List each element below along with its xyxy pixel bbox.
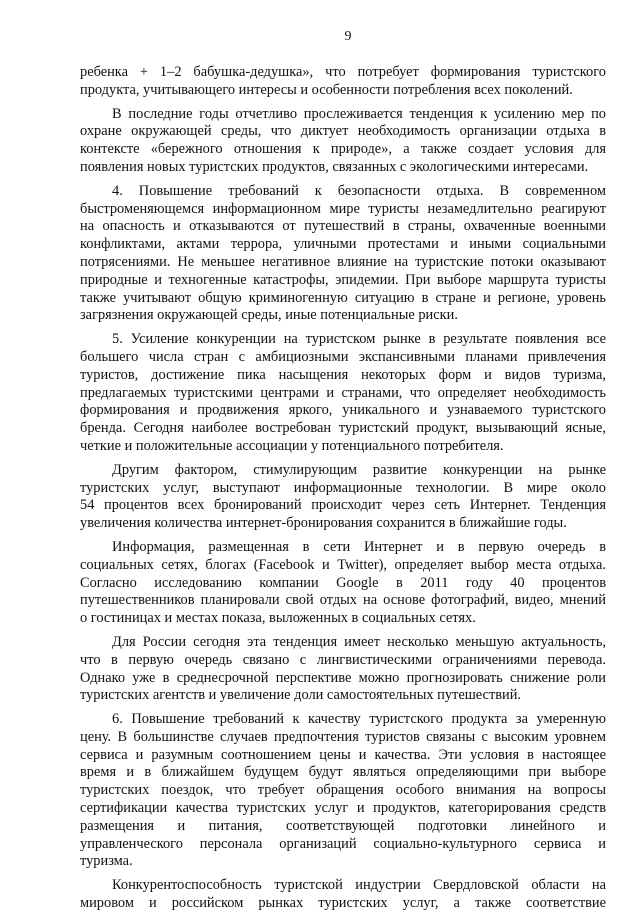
text-line: цену. В большинстве случаев предпочтения туристов связаны с высоким уровнем <box>80 728 606 745</box>
text-line: бренда. Сегодня наиболее востребован туристский продукт, вызывающий ясные, <box>80 420 606 437</box>
text-line: Согласно исследованию компании Google в 2011 году 40 процентов <box>80 574 606 591</box>
text-line: большего числа стран с амбициозными экспансивными планами привлечения <box>80 348 606 365</box>
paragraph <box>80 106 606 177</box>
text-line: управленческого персонала организаций социально-культурного сервиса и <box>80 835 606 852</box>
page-number: 9 <box>344 29 352 44</box>
text-line: Информация, размещенная в сети Интернет и в первую очередь в <box>112 538 606 555</box>
text-line: 6. Повышение требований к качеству туристского продукта за умеренную <box>112 711 606 728</box>
text-line: продукта, учитывающего интересы и особенности потребления всех поколений. <box>80 81 573 98</box>
text-line: туристских агентств и увеличение доли самостоятельных путешествий. <box>80 687 522 704</box>
text-line: В последние годы отчетливо прослеживается тенденция к усилению мер по <box>112 105 606 122</box>
text-line: социальных сетях, блогах (Facebook и Twitter), определяет выбор места отдыха. <box>80 556 606 573</box>
paragraph <box>80 711 606 871</box>
paragraph <box>80 462 606 533</box>
text-line: время и в ближайшем будущем будут являться определяющими при выборе <box>80 764 606 781</box>
text-line: 54 процентов всех бронирований происходит через сеть Интернет. Тенденция <box>80 497 606 514</box>
text-line: загрязнения окружающей среды, иные потенциальные риски. <box>80 307 458 324</box>
paragraph <box>80 331 606 456</box>
paragraph <box>80 183 606 325</box>
paragraph <box>80 64 606 100</box>
text-line: контексте «бережного отношения к природе», а также создает условия для <box>80 141 606 158</box>
paragraph <box>80 877 606 913</box>
text-line: туризма. <box>80 853 133 870</box>
text-line: Другим фактором, стимулирующим развитие конкуренции на рынке <box>112 461 606 478</box>
text-line: увеличения количества интернет-бронирования сохранится в ближайшие годы. <box>80 515 567 532</box>
text-line: потрясениями. Не меньшее негативное влияние на туристские потоки оказывают <box>80 253 606 270</box>
text-line: сертификации качества туристских услуг и продуктов, категорирования средств <box>80 800 606 817</box>
text-line: природные и техногенные катастрофы, эпидемии. При выборе маршрута туристы <box>80 271 606 288</box>
text-line: ребенка + 1–2 бабушка-дедушка», что потребует формирования туристского <box>80 64 606 80</box>
text-line: предлагаемых туристскими центрами и странами, что определяет необходимость <box>80 384 606 401</box>
text-line: появления новых туристских продуктов, связанных с экологическими интересами. <box>80 158 589 175</box>
text-line: Конкурентоспособность туристской индустрии Свердловской области на <box>112 877 606 894</box>
text-line: туристов, достижение пика насыщения некоторых форм и видов туризма, <box>80 366 606 383</box>
text-line: охране окружающей среды, что диктует необходимость организации отдыха в <box>80 123 606 140</box>
text-line: мировом и российском рынках туристских услуг, а также соответствие <box>80 895 606 912</box>
text-line: 5. Усиление конкуренции на туристском рынке в результате появления все <box>112 331 606 348</box>
text-line: что в первую очередь связано с лингвистическими ограничениями перевода. <box>80 651 606 668</box>
text-line: также учитывают общую криминогенную ситуацию в стране и регионе, уровень <box>80 289 606 306</box>
text-line: Однако уже в среднесрочной перспективе можно прогнозировать снижение роли <box>80 669 606 686</box>
text-line: туристских услуг, выступают информационные технологии. В мире около <box>80 479 606 496</box>
text-line: туристских поездок, что требует обращения особого внимания на вопросы <box>80 782 606 799</box>
paragraph <box>80 539 606 628</box>
paragraph <box>80 634 606 705</box>
text-line: путешественников планировали свой отдых на основе фотографий, видео, мнений <box>80 592 606 609</box>
text-line: четкие и положительные ассоциации у потенциального потребителя. <box>80 437 504 454</box>
text-line: размещения и питания, соответствующей подготовки линейного и <box>80 817 606 834</box>
text-line: сервиса и разумным соотношением цены и качества. Эти условия в настоящее <box>80 746 606 763</box>
text-line: конфликтами, актами террора, уличными протестами и иными социальными <box>80 236 606 253</box>
text-line: о гостиницах и местах показа, выложенных в социальных сетях. <box>80 610 476 627</box>
text-line: Для России сегодня эта тенденция имеет несколько меньшую актуальность, <box>112 633 606 650</box>
text-line: формирования и продвижения яркого, уникального и узнаваемого туристского <box>80 402 606 419</box>
text-line: на опасность и отказываются от путешествий в страны, охваченные военными <box>80 218 606 235</box>
text-line: быстроменяющемся информационном мире туристы незамедлительно реагируют <box>80 200 606 217</box>
text-line: 4. Повышение требований к безопасности отдыха. В современном <box>112 182 606 199</box>
